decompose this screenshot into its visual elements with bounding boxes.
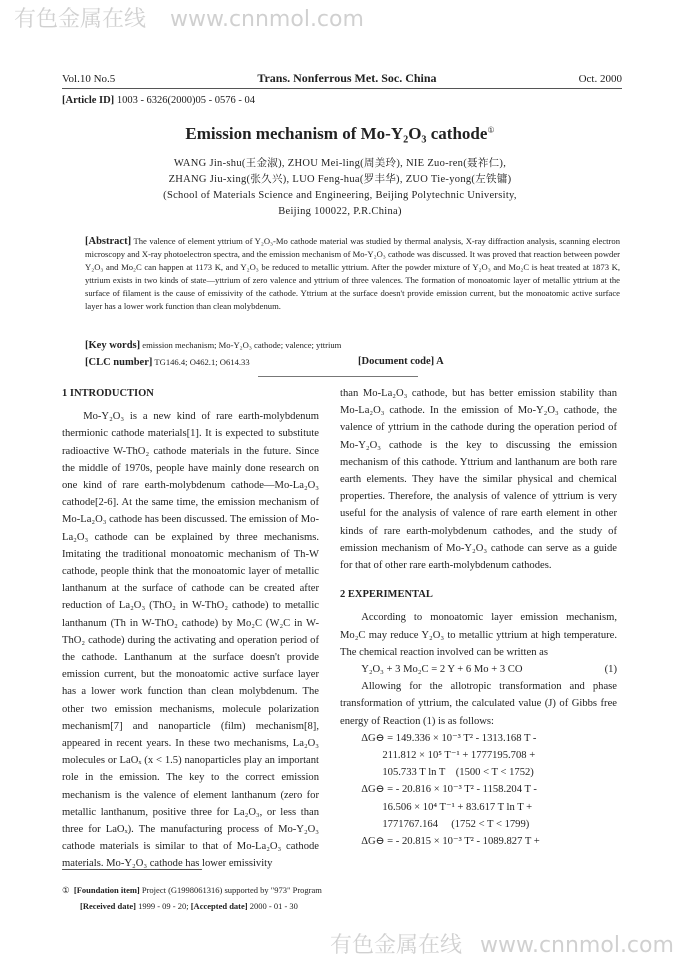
issue-date: Oct. 2000 xyxy=(578,73,622,85)
foundation-item: ① [Foundation item] Project (G1998061316) supported by "973" Program xyxy=(62,885,322,895)
watermark-url: www.cnnmol.com xyxy=(170,7,364,32)
equation-line: 16.506 × 10⁴ T⁻¹ + 83.617 T ln T + xyxy=(361,801,533,813)
volume-issue: Vol.10 No.5 xyxy=(62,73,116,85)
authors-line: WANG Jin-shu(王金淑), ZHOU Mei-ling(周美玲), NIE Zuo-ren(聂祚仁), xyxy=(173,158,507,169)
footnote-rule xyxy=(62,869,202,870)
paragraph: than Mo-La₂O₃ cathode, but has better emission stability than Mo-La₂O₃ cathode. In the emission of Mo-Y₂O₃ cathode, the valence of yttrium in the cathode during the operation period of Mo-Y₂O₃ cathode is the key to discussing the emission mechanism of this cathode. Yttrium and lanthanum are both rare earth elements. They have the similar physical and chemical properties. Therefore, the analysis of valence of yttrium is very useful for the analysis of valence of rare earth element in other kinds of rare earth-molybdenum cathodes, and the study of emission mechanism of Mo-Y₂O₃ cathode can serve as a guide for that of other rare earth-molybdenum cathodes. xyxy=(340,388,617,572)
right-column xyxy=(340,385,617,850)
running-header xyxy=(62,71,622,86)
equation-line: ΔG⊖ = - 20.816 × 10⁻³ T² - 1158.204 T - xyxy=(361,784,537,796)
section-heading-introduction: 1 INTRODUCTION xyxy=(62,388,154,399)
paragraph: According to monoatomic layer emission mechanism, Mo₂C may reduce Y₂O₃ to metallic yttrium at high temperature. The chemical reaction involved can be written as xyxy=(340,612,617,658)
journal-name: Trans. Nonferrous Met. Soc. China xyxy=(257,71,437,85)
watermark-cn: 有色金属在线 xyxy=(14,7,147,32)
dates: [Received date] 1999 - 09 - 20; [Accepted date] 2000 - 01 - 30 xyxy=(80,901,298,911)
paragraph: Allowing for the allotropic transformation and phase transformation of yttrium, the calculated value (J) of Gibbs free energy of Reaction (1) is as follows: xyxy=(340,681,617,727)
article-id: [Article ID] 1003 - 6326(2000)05 - 0576 - 04 xyxy=(62,95,256,106)
affiliation: (School of Materials Science and Engineering, Beijing Polytechnic University, xyxy=(163,190,517,201)
divider xyxy=(258,376,418,377)
equation-1 xyxy=(340,661,617,678)
section-heading-experimental: 2 EXPERIMENTAL xyxy=(340,589,433,601)
authors-line: ZHANG Jiu-xing(张久兴), LUO Feng-hua(罗丰华), ZUO Tie-yong(左铁镛) xyxy=(168,174,512,185)
equation-line: 1771767.164 (1752 < T < 1799) xyxy=(361,818,530,830)
equation-text: Y₂O₃ + 3 Mo₂C = 2 Y + 6 Mo + 3 CO xyxy=(361,664,523,676)
header-rule xyxy=(62,88,622,89)
equation-line: 211.812 × 10⁵ T⁻¹ + 1777195.708 + xyxy=(361,750,536,762)
left-column xyxy=(62,385,319,873)
clc-number: [CLC number] TG146.4; O462.1; O614.33 xyxy=(85,357,250,368)
equation-line: ΔG⊖ = - 20.815 × 10⁻³ T² - 1089.827 T + xyxy=(361,836,540,848)
keywords: [Key words] emission mechanism; Mo-Y₂O₃ cathode; valence; yttrium xyxy=(85,340,342,351)
abstract: [Abstract] The valence of element yttrium of Y₂O₃-Mo cathode material was studied by thermal analysis, X-ray diffraction analysis, scanning electron microscopy and X-ray photoelectron spectra, and the emission mechanism of Mo-Y₂O₃ cathode was discussed. It was proved that reaction between powder Y₂O₃ and Mo₂C can happen at 1173 K, and Y₂O₃ be reduced to metallic yttrium. After the powder mixture of Y₂O₃ and Mo₂C is heat treated at 1873 K, yttrium exists in two kinds of state—yttrium of zero valence and yttrium of three valences. The formation of monoatomic layer of metallic yttrium at the surface of filament is the cause of emissivity of the cathode. Yttrium at the surface doesn't provide emission current, but the monoatomic active surface layer has a lower work function than clean molybdenum. xyxy=(85,236,620,311)
equation-line: ΔG⊖ = 149.336 × 10⁻³ T² - 1313.168 T - xyxy=(361,732,537,744)
authors-block xyxy=(0,156,680,220)
document-code: [Document code] A xyxy=(358,356,444,367)
watermark-url-bottom: www.cnnmol.com xyxy=(480,933,674,958)
equation-number: (1) xyxy=(604,664,617,676)
equation-gibbs xyxy=(340,730,617,850)
paragraph: Mo-Y₂O₃ is a new kind of rare earth-molybdenum thermionic cathode materials[1]. It is expected to substitute radioactive W-ThO₂ cathode materials in the future. Since the middle of 1970s, people have mainly done research on one kind of rare earth-molybdenum cathode—Mo-La₂O₃ cathode[2-6]. At the same time, the emission mechanism of Mo-La₂O₃ cathode has been discussed. The emission of Mo-La₂O₃ cathode can be explained by three mechanisms. Imitating the traditional monoatomic mechanism of Th-W cathode, people think that the monoatomic layer of metallic lanthanum at the surface of cathode can be created after reduction of La₂O₃ (ThO₂ in W-ThO₂ cathode) to metallic lanthanum (Th in W-ThO₂ cathode) by Mo₂C (W₂C in W-ThO₂ cathode) during the activating and operation period of the cathode. Lanthanum at the surface doesn't provide emission current, but the monoatomic active surface layer has a lower work function than clean molybdenum. The other two emission mechanisms, molecule polarization mechanism[7] and nanoparticle (film) mechanism[8], appeared in recent years. In these two mechanisms, La₂O₃ molecules or LaOₓ (x < 1.5) nanoparticles play an important role in the emission. The key to the correct emission mechanism is the valence of element lanthanum (zero for metallic lanthanum, positive three for La₂O₃, or less than three for LaOₓ). The manufacturing process of Mo-Y₂O₃ cathode materials is similar to that of Mo-La₂O₃ cathode materials. Mo-Y₂O₃ cathode has lower emissivity xyxy=(62,411,319,870)
affiliation: Beijing 100022, P.R.China) xyxy=(278,206,402,217)
footnote xyxy=(62,882,322,914)
equation-line: 105.733 T ln T (1500 < T < 1752) xyxy=(361,767,534,779)
watermark-cn-bottom: 有色金属在线 xyxy=(330,933,463,958)
page-title: Emission mechanism of Mo-Y₂O₃ cathode① xyxy=(185,124,495,143)
